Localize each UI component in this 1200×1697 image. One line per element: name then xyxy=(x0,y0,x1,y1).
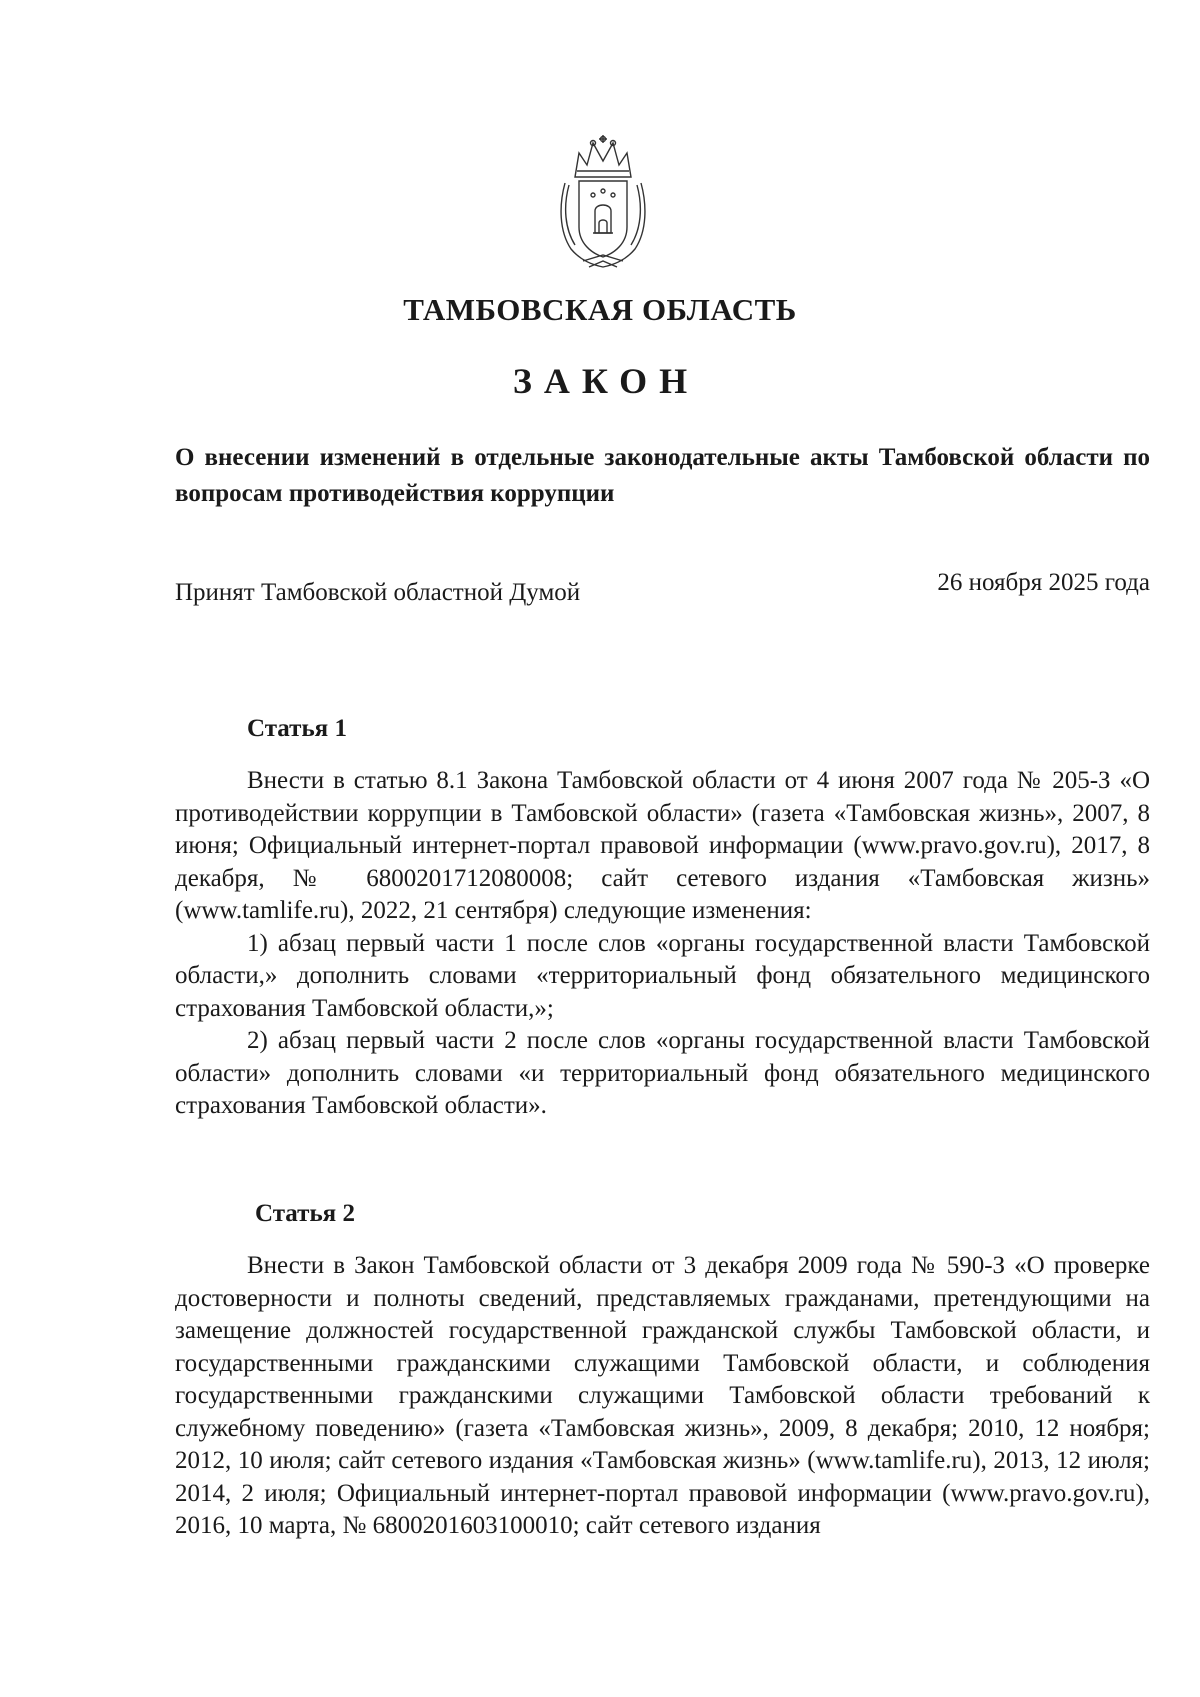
article-1-paragraph: 2) абзац первый части 2 после слов «органы государственной власти Тамбовской области» дополнить словами «и территориальный фонд обязательного медицинского страхования Тамбовской области». xyxy=(175,1027,1150,1119)
law-subject: О внесении изменений в отдельные законодательные акты Тамбовской области по вопросам противодействия коррупции xyxy=(175,444,1150,507)
adoption-line xyxy=(175,569,1150,615)
law-title: ЗАКОН xyxy=(512,361,700,401)
article-1-body xyxy=(175,765,1150,1123)
article-2-body xyxy=(175,1250,1150,1543)
article-1-heading: Статья 1 xyxy=(247,715,347,742)
coat-of-arms-icon xyxy=(553,135,653,273)
article-2-paragraph: Внести в Закон Тамбовской области от 3 декабря 2009 года № 590-З «О проверке достоверности и полноты сведений, представляемых гражданами, претендующими на замещение должностей государственной гражданской службы Тамбовской области, и государственными гражданскими служащими Тамбовской области, и соблюдения государственными гражданскими служащими Тамбовской области требований к служебному поведению» (газета «Тамбовская жизнь», 2009, 8 декабря; 2010, 12 ноября; 2012, 10 июля; сайт сетевого издания «Тамбовская жизнь» (www.tamlife.ru), 2013, 12 июля; 2014, 2 июля; Официальный интернет-портал правовой информации (www.pravo.gov.ru), 2016, 10 марта, № 6800201603100010; сайт сетевого издания xyxy=(175,1252,1150,1539)
adopted-by: Принят Тамбовской областной Думой xyxy=(175,579,581,606)
article-1-paragraph: Внести в статью 8.1 Закона Тамбовской области от 4 июня 2007 года № 205-З «О противодействии коррупции в Тамбовской области» (газета «Тамбовская жизнь», 2007, 8 июня; Официальный интернет-портал правовой информации (www.pravo.gov.ru), 2017, 8 декабря, № 6800201712080008; сайт сетевого издания «Тамбовская жизнь» (www.tamlife.ru), 2022, 21 сентября) следующие изменения: xyxy=(175,767,1150,924)
article-2-heading: Статья 2 xyxy=(255,1200,355,1227)
adoption-date: 26 ноября 2025 года xyxy=(937,569,1150,596)
region-heading: ТАМБОВСКАЯ ОБЛАСТЬ xyxy=(403,292,797,327)
article-1-paragraph: 1) абзац первый части 1 после слов «органы государственной власти Тамбовской области,» дополнить словами «территориальный фонд обязательного медицинского страхования Тамбовской области,»; xyxy=(175,929,1150,1022)
